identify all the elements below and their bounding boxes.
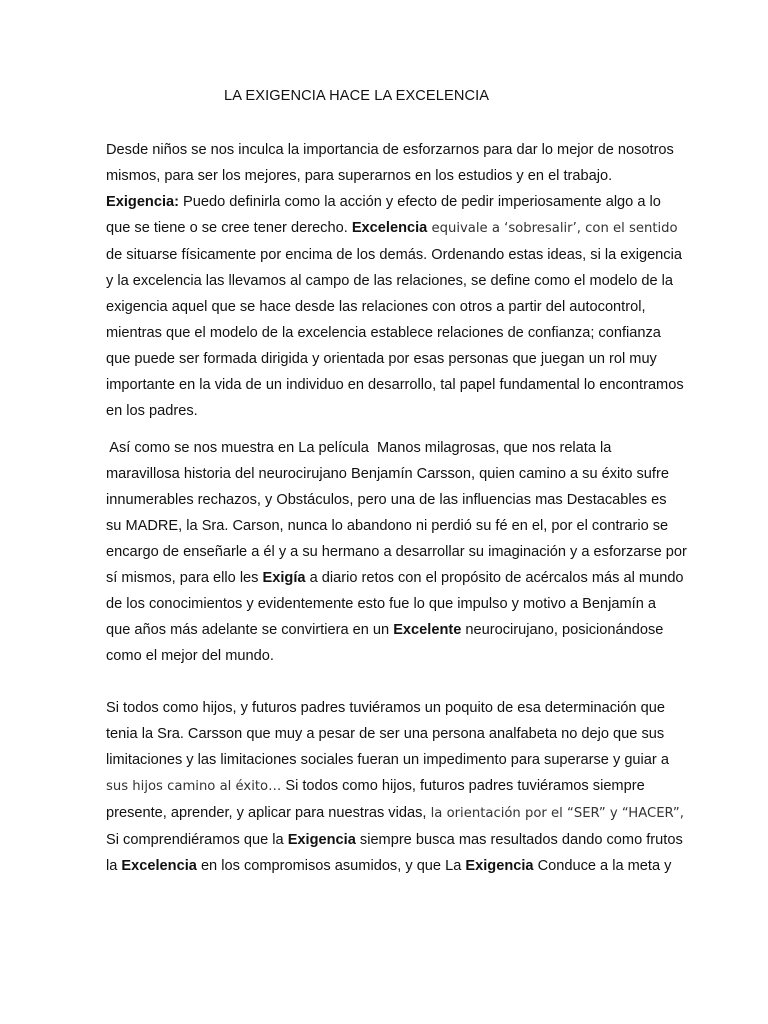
text-line: tenia la Sra. Carsson que muy a pesar de ser una persona analfabeta no dejo que sus: [106, 726, 665, 742]
text-line: Así como se nos muestra en La película Manos milagrosas, que nos relata la: [106, 440, 612, 456]
text-line: exigencia aquel que se hace desde las relaciones con otros a partir del autocontrol,: [106, 299, 646, 315]
text-line: [106, 565, 716, 591]
document-title: LA EXIGENCIA HACE LA EXCELENCIA: [224, 88, 490, 104]
text-line: importante en la vida de un individuo en desarrollo, tal papel fundamental lo encontramos: [106, 377, 684, 393]
text-run: Si comprendiéramos que la: [106, 832, 288, 848]
text-run: equivale a ‘sobresalir’, con el sentido: [427, 221, 678, 236]
term-exigencia: Exigencia: [287, 832, 356, 848]
text-line: su MADRE, la Sra. Carson, nunca lo abandono ni perdió su fé en el, por el contrario se: [106, 518, 669, 534]
text-line: innumerables rechazos, y Obstáculos, pero una de las influencias mas Destacables es: [106, 492, 667, 508]
text-run: siempre busca mas resultados dando como frutos: [355, 832, 683, 848]
term-excelencia: Excelencia: [351, 220, 428, 236]
term-exigia: Exigía: [262, 570, 306, 586]
text-line: [106, 189, 716, 215]
term-excelencia: Excelencia: [121, 858, 197, 874]
text-run: sus hijos camino al éxito…: [106, 779, 282, 794]
text-run: a diario retos con el propósito de acércalos más al mundo: [305, 570, 684, 586]
text-line: [106, 800, 716, 827]
text-line: mientras que el modelo de la excelencia establece relaciones de confianza; confianza: [106, 325, 661, 341]
text-run: Conduce a la meta y: [533, 858, 672, 874]
text-run: Puedo definirla como la acción y efecto de pedir imperiosamente algo a lo: [179, 194, 661, 210]
text-run: que años más adelante se convirtiera en un: [106, 622, 394, 638]
paragraph-manos-milagrosas: [106, 435, 716, 669]
text-line: [106, 853, 716, 879]
text-run: Si todos como hijos, futuros padres tuviéramos siempre: [281, 778, 645, 794]
text-line: Si todos como hijos, y futuros padres tuviéramos un poquito de esa determinación que: [106, 700, 665, 716]
text-run: sí mismos, para ello les: [106, 570, 263, 586]
text-run: que se tiene o se cree tener derecho.: [106, 220, 352, 236]
text-line: [106, 617, 716, 643]
text-line: que puede ser formada dirigida y orientada por esas personas que juegan un rol muy: [106, 351, 657, 367]
text-line: maravillosa historia del neurocirujano Benjamín Carsson, quien camino a su éxito sufre: [106, 466, 669, 482]
text-line: como el mejor del mundo.: [106, 648, 274, 664]
term-exigencia: Exigencia:: [106, 194, 179, 210]
text-line: [106, 215, 716, 242]
text-run: presente, aprender, y aplicar para nuestras vidas,: [106, 805, 427, 821]
text-run: en los compromisos asumidos, y que La: [196, 858, 466, 874]
text-run: neurocirujano, posicionándose: [461, 622, 664, 638]
term-excelente: Excelente: [393, 622, 462, 638]
text-line: de situarse físicamente por encima de los demás. Ordenando estas ideas, si la exigencia: [106, 247, 682, 263]
text-run: la: [106, 858, 122, 874]
text-run: la orientación por el “SER” y “HACER”,: [426, 806, 684, 821]
text-line: [106, 827, 716, 853]
term-exigencia: Exigencia: [465, 858, 534, 874]
text-line: en los padres.: [106, 403, 198, 419]
text-line: Desde niños se nos inculca la importancia de esforzarnos para dar lo mejor de nosotros: [106, 142, 674, 158]
text-line: encargo de enseñarle a él y a su hermano a desarrollar su imaginación y a esforzarse por: [106, 544, 687, 560]
paragraph-conclusion: [106, 695, 716, 879]
paragraph-intro: [106, 137, 716, 424]
text-line: limitaciones y las limitaciones sociales fueran un impedimento para superarse y guiar a: [106, 752, 669, 768]
text-line: mismos, para ser los mejores, para superarnos en los estudios y en el trabajo.: [106, 168, 613, 184]
text-line: y la excelencia las llevamos al campo de las relaciones, se define como el modelo de la: [106, 273, 674, 289]
text-line: [106, 773, 716, 800]
text-line: de los conocimientos y evidentemente esto fue lo que impulso y motivo a Benjamín a: [106, 596, 657, 612]
